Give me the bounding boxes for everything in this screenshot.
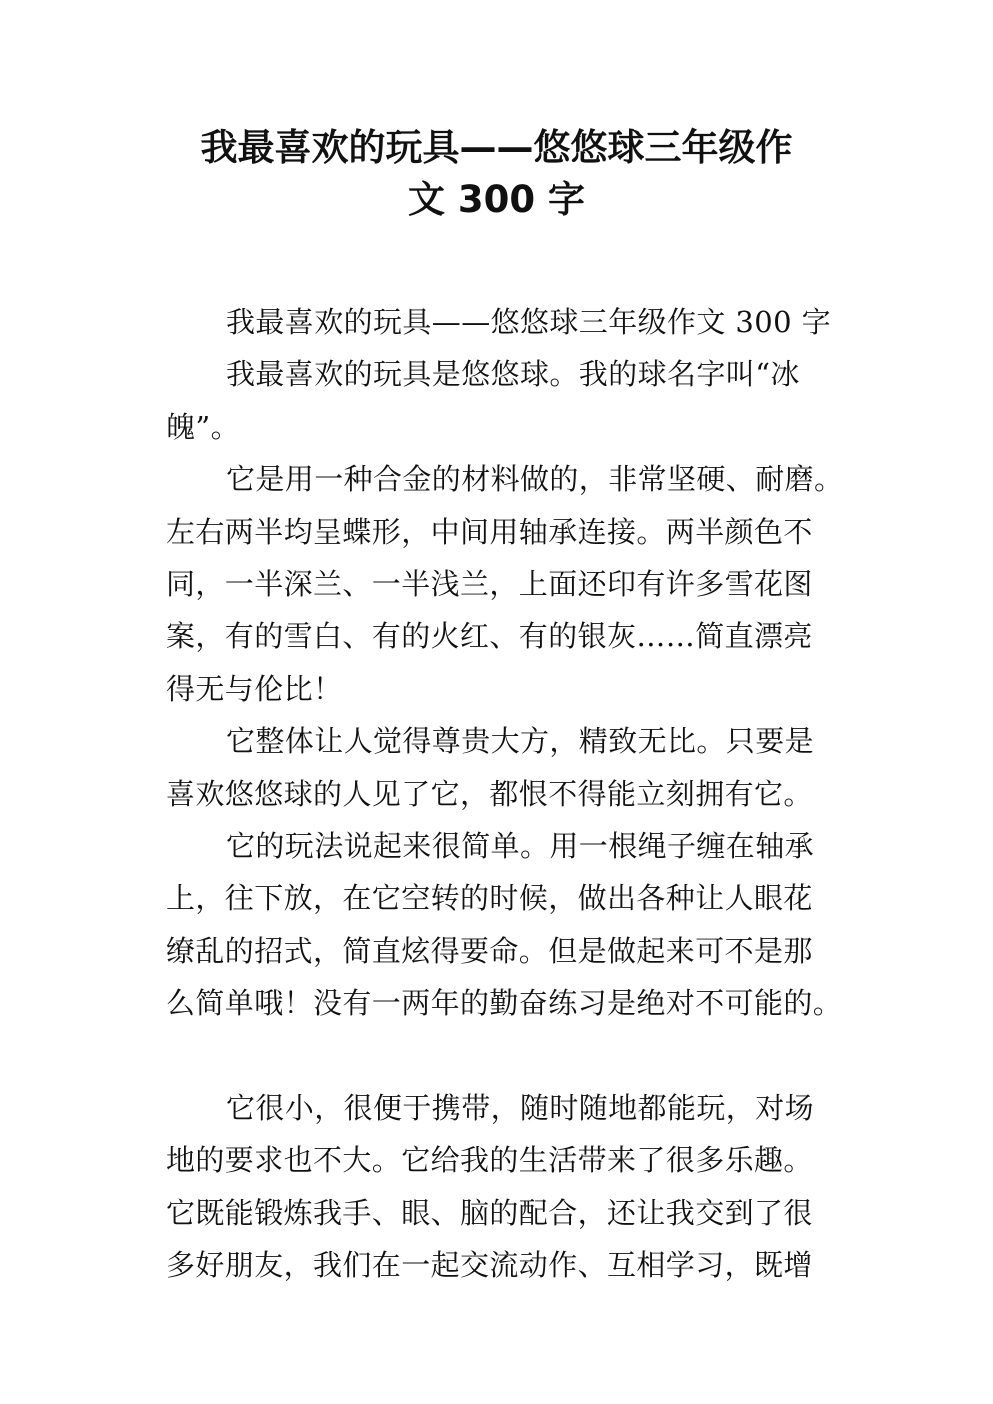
text-line: 我最喜欢的玩具是悠悠球。我的球名字叫“冰 xyxy=(226,357,800,392)
text-line: 左右两半均呈蝶形，中间用轴承连接。两半颜色不 xyxy=(166,514,813,549)
text-line: 它很小，很便于携带，随时随地都能玩，对场 xyxy=(226,1090,815,1125)
text-line: 它的玩法说起来很简单。用一根绳子缠在轴承 xyxy=(226,828,815,863)
text-line: 它是用一种合金的材料做的，非常坚硬、耐磨。 xyxy=(226,462,844,497)
document-body xyxy=(166,296,866,1291)
text-line: 魄”。 xyxy=(166,409,241,444)
text-line: 得无与伦比！ xyxy=(166,671,343,706)
text-line: 么简单哦！没有一两年的勤奋练习是绝对不可能的。 xyxy=(166,986,843,1021)
text-line: 喜欢悠悠球的人见了它，都恨不得能立刻拥有它。 xyxy=(166,776,813,811)
document-title xyxy=(0,122,993,226)
text-line: 它既能锻炼我手、眼、脑的配合，还让我交到了很 xyxy=(166,1195,813,1230)
text-line: 多好朋友，我们在一起交流动作、互相学习，既增 xyxy=(166,1248,813,1283)
text-line: 我最喜欢的玩具——悠悠球三年级作文 300 字 xyxy=(226,305,831,339)
text-line xyxy=(166,1029,866,1081)
title-line-1: 我最喜欢的玩具——悠悠球三年级作 xyxy=(200,126,793,169)
text-line: 同，一半深兰、一半浅兰，上面还印有许多雪花图 xyxy=(166,566,813,601)
text-line: 它整体让人觉得尊贵大方，精致无比。只要是 xyxy=(226,724,815,759)
text-line: 地的要求也不大。它给我的生活带来了很多乐趣。 xyxy=(166,1143,813,1178)
text-line: 缭乱的招式，简直炫得要命。但是做起来可不是那 xyxy=(166,933,813,968)
title-line-2: 文 300 字 xyxy=(408,178,585,221)
text-line: 案，有的雪白、有的火红、有的银灰……简直漂亮 xyxy=(166,619,813,654)
text-line: 上，往下放，在它空转的时候，做出各种让人眼花 xyxy=(166,881,813,916)
